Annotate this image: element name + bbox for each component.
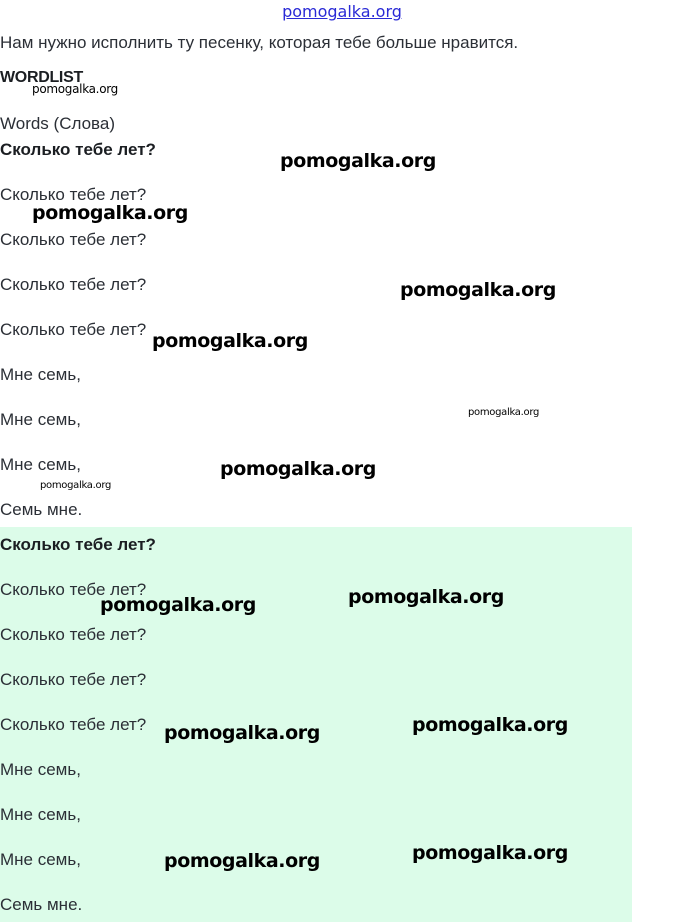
watermark-text: pomogalka.org xyxy=(100,594,256,616)
watermark-text: pomogalka.org xyxy=(164,850,320,872)
highlighted-song-line: Мне семь, xyxy=(0,760,81,779)
watermark-text: pomogalka.org xyxy=(152,330,308,352)
highlighted-song-line: Семь мне. xyxy=(0,895,83,914)
intro-text: Нам нужно исполнить ту песенку, которая тебе больше нравится. xyxy=(0,33,519,52)
highlighted-song-line: Сколько тебе лет? xyxy=(0,670,147,689)
highlighted-song-line: Сколько тебе лет? xyxy=(0,535,156,554)
song-line: Мне семь, xyxy=(0,365,81,384)
watermark-text: pomogalka.org xyxy=(348,586,504,608)
song-line: Сколько тебе лет? xyxy=(0,275,147,294)
song-line: Сколько тебе лет? xyxy=(0,230,147,249)
words-heading: Words (Слова) xyxy=(0,114,115,133)
watermark-text: pomogalka.org xyxy=(412,842,568,864)
watermark-text: pomogalka.org xyxy=(164,722,320,744)
watermark-text: pomogalka.org xyxy=(220,458,376,480)
song-line: Сколько тебе лет? xyxy=(0,140,156,159)
highlighted-song-line: Сколько тебе лет? xyxy=(0,580,147,599)
watermark-text: pomogalka.org xyxy=(412,714,568,736)
watermark-text: pomogalka.org xyxy=(468,407,540,418)
highlighted-song-line: Сколько тебе лет? xyxy=(0,625,147,644)
header-site-link[interactable]: pomogalka.org xyxy=(282,2,402,21)
watermark-text: pomogalka.org xyxy=(400,279,556,301)
watermark-text: pomogalka.org xyxy=(32,82,118,96)
wordlist-title: WORDLIST xyxy=(0,69,83,86)
watermark-text: pomogalka.org xyxy=(32,202,188,224)
song-line: Семь мне. xyxy=(0,500,83,519)
song-line: Мне семь, xyxy=(0,410,81,429)
watermark-text: pomogalka.org xyxy=(40,480,112,491)
song-line: Сколько тебе лет? xyxy=(0,185,147,204)
highlighted-song-line: Мне семь, xyxy=(0,805,81,824)
watermark-text: pomogalka.org xyxy=(280,150,436,172)
highlighted-song-line: Сколько тебе лет? xyxy=(0,715,147,734)
highlighted-song-line: Мне семь, xyxy=(0,850,81,869)
song-line: Мне семь, xyxy=(0,455,81,474)
song-line: Сколько тебе лет? xyxy=(0,320,147,339)
